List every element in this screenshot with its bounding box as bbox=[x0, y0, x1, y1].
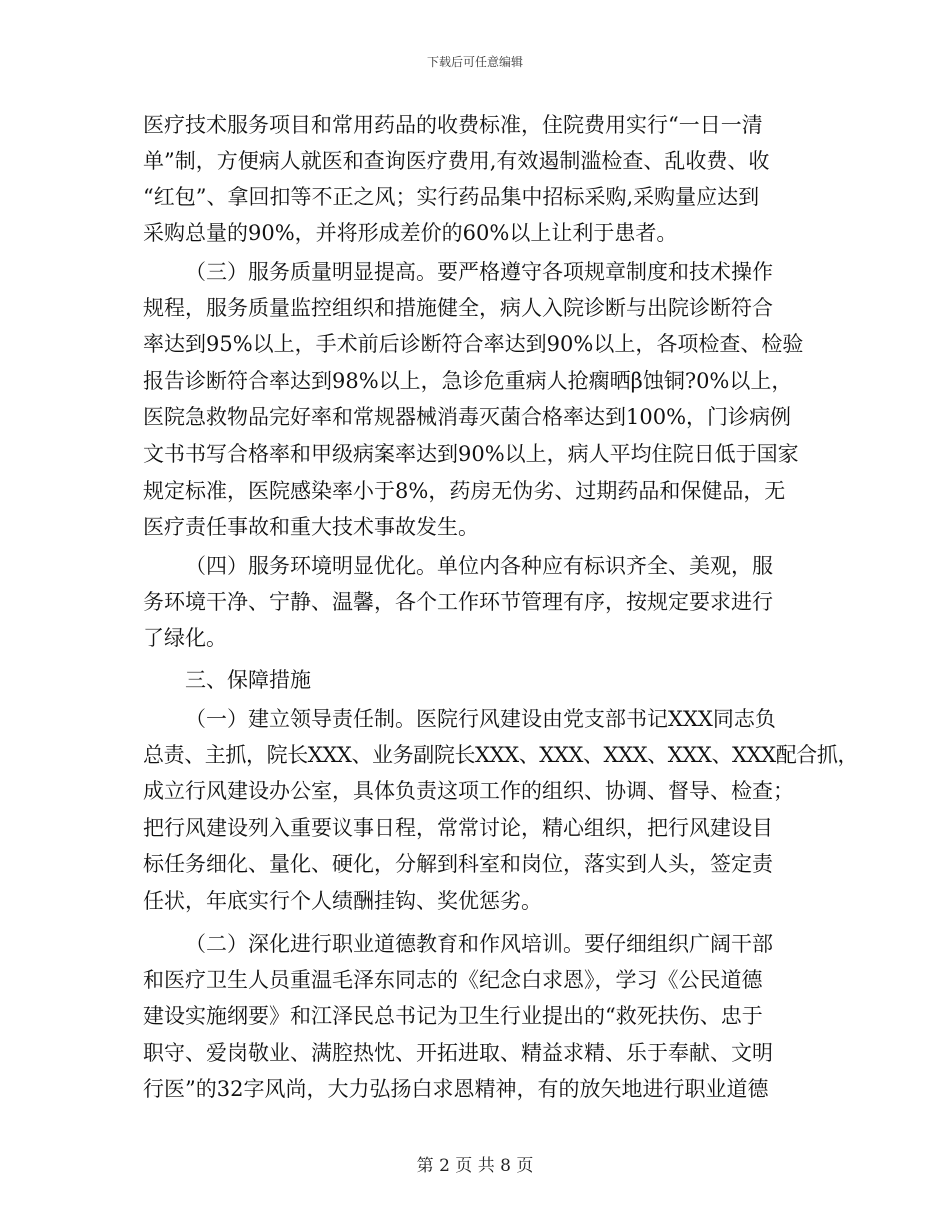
text-line: （一）建立领导责任制。医院行风建设由党支部书记XXX同志负 bbox=[185, 707, 776, 731]
text-line: 总责、主抓，院长XXX、业务副院长XXX、XXX、XXX、XXX、XXX配合抓， bbox=[143, 743, 859, 767]
text-line: 报告诊断符合率达到98%以上，急诊危重病人抢瘸晒β蚀铜?0%以上， bbox=[143, 369, 793, 393]
text-line: 成立行风建设办公室，具体负责这项工作的组织、协调、督导、检查； bbox=[143, 779, 794, 803]
text-line: 建设实施纲要》和江泽民总书记为卫生行业提出的“救死扶伤、忠于 bbox=[143, 1004, 763, 1028]
text-line: 率达到95%以上，手术前后诊断符合率达到90%以上，各项检查、检验 bbox=[143, 332, 804, 356]
text-line: 务环境干净、宁静、温馨，各个工作环节管理有序，按规定要求进行 bbox=[143, 590, 773, 614]
text-line: （三）服务质量明显提高。要严格遵守各项规章制度和技术操作 bbox=[185, 260, 773, 284]
page-header: 下载后可任意编辑 bbox=[426, 55, 523, 69]
text-line: 规程，服务质量监控组织和措施健全，病人入院诊断与出院诊断符合 bbox=[143, 296, 773, 320]
text-line: 行医”的32字风尚，大力弘扬白求恩精神，有的放矢地进行职业道德 bbox=[143, 1077, 769, 1101]
text-line: 规定标准，医院感染率小于8%，药房无伪劣、过期药品和保健品，无 bbox=[143, 479, 786, 503]
text-line: 职守、爱岗敬业、满腔热忱、开拓进取、精益求精、乐于奉献、文明 bbox=[143, 1041, 773, 1065]
text-line: 医院急救物品完好率和常规器械消毒灭菌合格率达到100%，门诊病例 bbox=[143, 405, 792, 429]
text-line: （二）深化进行职业道德教育和作风培训。要仔细组织广阔干部 bbox=[185, 932, 773, 956]
text-line: （四）服务环境明显优化。单位内各种应有标识齐全、美观，服 bbox=[185, 554, 773, 578]
text-line: 了绿化。 bbox=[143, 626, 227, 650]
text-line: 文书书写合格率和甲级病案率达到90%以上，病人平均住院日低于国家 bbox=[143, 442, 799, 466]
text-line: 采购总量的90%，并将形成差价的60%以上让利于患者。 bbox=[143, 221, 678, 245]
text-line: 医疗技术服务项目和常用药品的收费标准，住院费用实行“一日一清 bbox=[143, 113, 763, 137]
text-line: 把行风建设列入重要议事日程，常常讨论，精心组织，把行风建设目 bbox=[143, 816, 773, 840]
text-line: “红包”、拿回扣等不正之风；实行药品集中招标采购,采购量应达到 bbox=[143, 185, 760, 209]
page-number: 第 2 页 共 8 页 bbox=[416, 1156, 534, 1176]
text-line: 单”制，方便病人就医和查询医疗费用,有效遏制滥检查、乱收费、收 bbox=[143, 149, 770, 173]
section-heading: 三、保障措施 bbox=[185, 668, 311, 692]
text-line: 标任务细化、量化、硬化，分解到科室和岗位，落实到人头，签定责 bbox=[143, 852, 773, 876]
text-line: 医疗责任事故和重大技术事故发生。 bbox=[143, 515, 479, 539]
text-line: 和医疗卫生人员重温毛泽东同志的《纪念白求恩》，学习《公民道德 bbox=[143, 968, 763, 992]
text-line: 任状，年底实行个人绩酬挂钩、奖优惩劣。 bbox=[143, 889, 542, 913]
